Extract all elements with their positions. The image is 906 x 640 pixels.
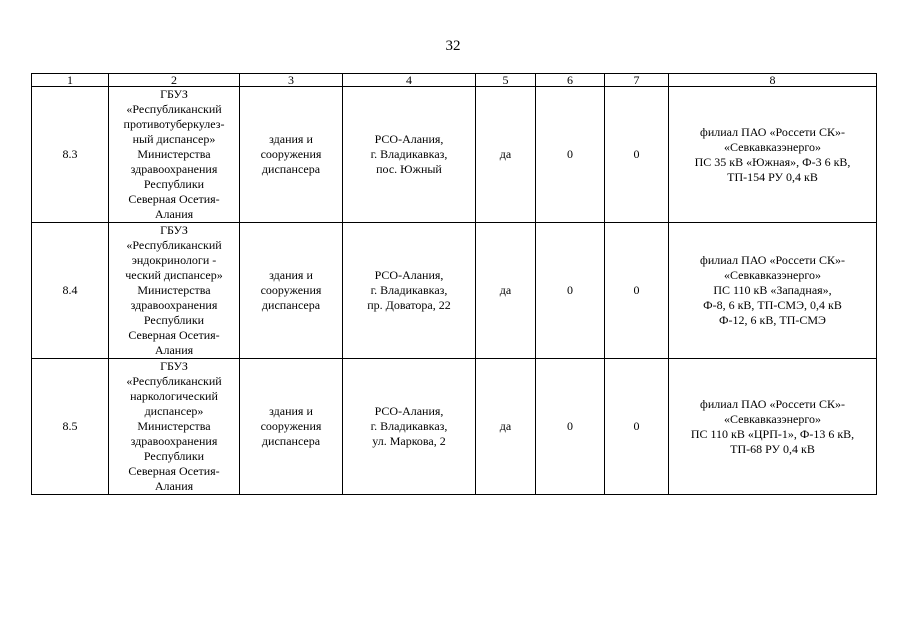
column-6-cell: 0 bbox=[536, 223, 605, 359]
row-number-cell: 8.5 bbox=[32, 359, 109, 495]
organization-cell: ГБУЗ «Республиканский эндокринологи - ческий диспансер» Министерства здравоохранения Республики Северная Осетия- Алания bbox=[109, 223, 240, 359]
power-supplier-cell: филиал ПАО «Россети СК»- «Севкавказэнерго» ПС 35 кВ «Южная», Ф-3 6 кВ, ТП-154 РУ 0,4 кВ bbox=[669, 87, 877, 223]
column-6-cell: 0 bbox=[536, 87, 605, 223]
column-7-cell: 0 bbox=[605, 87, 669, 223]
table-header-row bbox=[32, 74, 877, 87]
column-5-cell: да bbox=[476, 223, 536, 359]
column-header: 8 bbox=[669, 74, 877, 87]
column-header: 2 bbox=[109, 74, 240, 87]
column-header: 3 bbox=[240, 74, 343, 87]
column-5-cell: да bbox=[476, 359, 536, 495]
table-row bbox=[32, 87, 877, 223]
column-header: 5 bbox=[476, 74, 536, 87]
object-cell: здания и сооружения диспансера bbox=[240, 223, 343, 359]
power-supplier-cell: филиал ПАО «Россети СК»- «Севкавказэнерго» ПС 110 кВ «ЦРП-1», Ф-13 6 кВ, ТП-68 РУ 0,4 кВ bbox=[669, 359, 877, 495]
facilities-table bbox=[31, 73, 877, 495]
row-number-cell: 8.3 bbox=[32, 87, 109, 223]
column-7-cell: 0 bbox=[605, 223, 669, 359]
organization-cell: ГБУЗ «Республиканский противотуберкулез- ный диспансер» Министерства здравоохранения Республики Северная Осетия- Алания bbox=[109, 87, 240, 223]
power-supplier-cell: филиал ПАО «Россети СК»- «Севкавказэнерго» ПС 110 кВ «Западная», Ф-8, 6 кВ, ТП-СМЭ, 0,4 кВ Ф-12, 6 кВ, ТП-СМЭ bbox=[669, 223, 877, 359]
object-cell: здания и сооружения диспансера bbox=[240, 87, 343, 223]
column-header: 1 bbox=[32, 74, 109, 87]
address-cell: РСО-Алания, г. Владикавказ, пр. Доватора, 22 bbox=[343, 223, 476, 359]
column-header: 7 bbox=[605, 74, 669, 87]
column-header: 6 bbox=[536, 74, 605, 87]
table-row bbox=[32, 223, 877, 359]
address-cell: РСО-Алания, г. Владикавказ, пос. Южный bbox=[343, 87, 476, 223]
column-6-cell: 0 bbox=[536, 359, 605, 495]
address-cell: РСО-Алания, г. Владикавказ, ул. Маркова, 2 bbox=[343, 359, 476, 495]
column-header: 4 bbox=[343, 74, 476, 87]
organization-cell: ГБУЗ «Республиканский наркологический диспансер» Министерства здравоохранения Республики Северная Осетия- Алания bbox=[109, 359, 240, 495]
object-cell: здания и сооружения диспансера bbox=[240, 359, 343, 495]
table-row bbox=[32, 359, 877, 495]
column-7-cell: 0 bbox=[605, 359, 669, 495]
page-number: 32 bbox=[445, 38, 461, 54]
row-number-cell: 8.4 bbox=[32, 223, 109, 359]
column-5-cell: да bbox=[476, 87, 536, 223]
